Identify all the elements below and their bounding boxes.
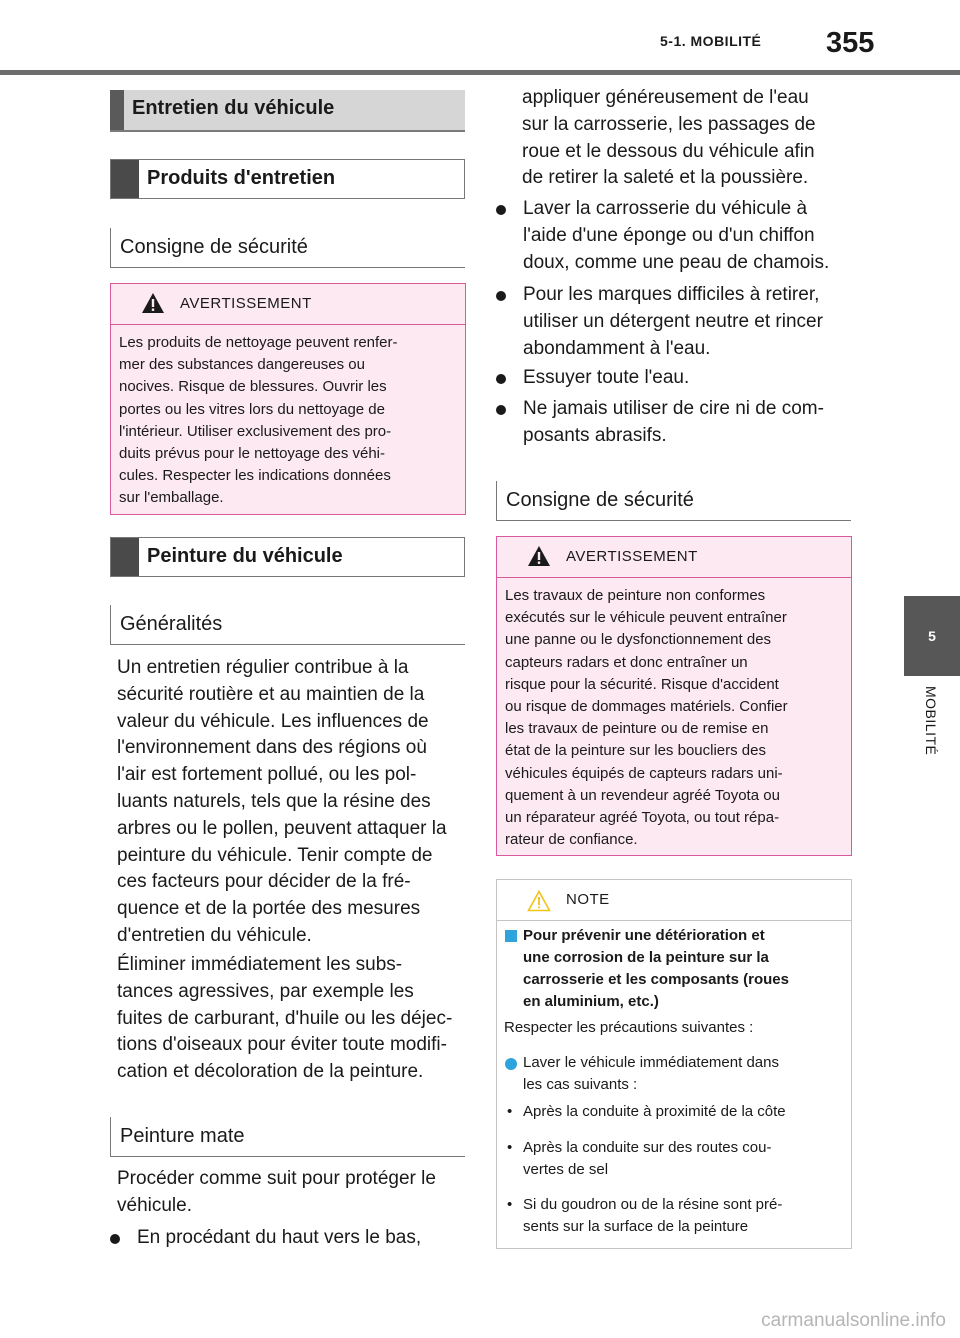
note-dash-bullet: • bbox=[507, 1196, 513, 1213]
bullet-text bbox=[523, 282, 823, 362]
text-line: véhicule. bbox=[117, 1194, 192, 1216]
warning-line: capteurs radars et donc entraîner un bbox=[505, 653, 748, 671]
note-circle-item bbox=[523, 1052, 779, 1096]
text-line: roue et le dessous du véhicule afin bbox=[522, 140, 815, 162]
warning-triangle-icon bbox=[527, 545, 551, 567]
bullet-text bbox=[523, 196, 829, 276]
bullet-item bbox=[110, 1225, 470, 1253]
note-dash-bullet: • bbox=[507, 1139, 513, 1156]
text-line: doux, comme une peau de chamois. bbox=[523, 251, 830, 273]
page-number: 355 bbox=[826, 27, 875, 59]
text-line: l'aide d'une éponge ou d'un chiffon bbox=[523, 224, 815, 246]
heading-bar bbox=[111, 538, 139, 576]
text-line: Ne jamais utiliser de cire ni de com- bbox=[523, 398, 824, 419]
text-line: d'entretien du véhicule. bbox=[117, 924, 312, 946]
text-line: sur la carrosserie, les passages de bbox=[522, 113, 816, 135]
note-label: NOTE bbox=[566, 891, 610, 908]
note-triangle-icon bbox=[527, 890, 551, 912]
text-line: une corrosion de la peinture sur la bbox=[523, 949, 769, 966]
heading-peinture bbox=[110, 537, 465, 577]
heading-consigne-right bbox=[496, 481, 851, 521]
text-line: vertes de sel bbox=[523, 1161, 609, 1178]
text-line: utiliser un détergent neutre et rincer bbox=[523, 310, 823, 332]
warning-box-cleaning bbox=[110, 283, 466, 515]
warning-triangle-icon bbox=[141, 292, 165, 314]
warning-line: quement à un revendeur agréé Toyota ou bbox=[505, 786, 780, 804]
text-line: carrosserie et les composants (roues bbox=[523, 971, 789, 988]
text-line: Laver le véhicule immédiatement dans bbox=[523, 1054, 779, 1071]
text-line: sécurité routière et au maintien de la bbox=[117, 683, 425, 705]
text-line: de retirer la saleté et la poussière. bbox=[522, 167, 809, 189]
heading-generalites-text: Généralités bbox=[120, 613, 223, 635]
chapter-label bbox=[904, 686, 960, 786]
text-line: peinture du véhicule. Tenir compte de bbox=[117, 844, 433, 866]
heading-bar bbox=[110, 90, 124, 130]
bullet-item bbox=[496, 396, 856, 452]
heading-produits-text: Produits d'entretien bbox=[147, 167, 336, 189]
warning-header bbox=[111, 284, 465, 325]
text-line: Un entretien régulier contribue à la bbox=[117, 657, 409, 678]
heading-bar bbox=[111, 160, 139, 198]
text-line: l'environnement dans des régions où bbox=[117, 737, 427, 759]
warning-line: une panne ou le dysfonctionnement des bbox=[505, 631, 772, 649]
text-line: luants naturels, tels que la résine des bbox=[117, 790, 431, 812]
text-line: Essuyer toute l'eau. bbox=[523, 367, 690, 388]
note-title bbox=[523, 925, 789, 1013]
heading-produits bbox=[110, 159, 465, 199]
paragraph-proceder bbox=[117, 1166, 436, 1220]
warning-line: nocives. Risque de blessures. Ouvrir les bbox=[119, 378, 387, 396]
text-line: fuites de carburant, d'huile ou les déjec- bbox=[117, 1007, 453, 1029]
text-line: tances agressives, par exemple les bbox=[117, 980, 414, 1002]
warning-line: ou risque de dommages matériels. Confier bbox=[505, 698, 788, 716]
text-line: arbres ou le pollen, peuvent attaquer la bbox=[117, 817, 447, 839]
bullet-item bbox=[496, 282, 856, 364]
text-line: Pour les marques difficiles à retirer, bbox=[523, 284, 820, 305]
text-line: quence et de la portée des mesures bbox=[117, 898, 421, 920]
warning-line: portes ou les vitres lors du nettoyage de bbox=[119, 400, 385, 418]
text-line: l'air est fortement pollué, ou les pol- bbox=[117, 764, 417, 786]
text-line: abondamment à l'eau. bbox=[523, 337, 711, 359]
warning-line: duits prévus pour le nettoyage des véhi- bbox=[119, 445, 385, 463]
warning-line: risque pour la sécurité. Risque d'accident bbox=[505, 675, 779, 693]
warning-line: état de la peinture sur les boucliers des bbox=[505, 742, 766, 760]
text-line: appliquer généreusement de l'eau bbox=[522, 87, 809, 108]
bullet-dot bbox=[496, 405, 506, 415]
text-line: Procéder comme suit pour protéger le bbox=[117, 1168, 436, 1189]
heading-entretien-text: Entretien du véhicule bbox=[132, 97, 335, 119]
text-line: posants abrasifs. bbox=[523, 424, 667, 446]
heading-peinture-mate bbox=[110, 1117, 465, 1157]
bullet-dot bbox=[110, 1234, 120, 1244]
note-square-bullet bbox=[505, 930, 517, 942]
bullet-dot bbox=[496, 291, 506, 301]
heading-consigne-right-text: Consigne de sécurité bbox=[506, 489, 694, 511]
warning-line: mer des substances dangereuses ou bbox=[119, 356, 365, 374]
warning-line: les travaux de peinture ou de remise en bbox=[505, 720, 769, 738]
text-line: en aluminium, etc.) bbox=[523, 993, 659, 1010]
warning-header bbox=[497, 537, 851, 578]
warning-box-painting bbox=[496, 536, 852, 856]
warning-line: véhicules équipés de capteurs radars uni- bbox=[505, 764, 783, 782]
warning-label: AVERTISSEMENT bbox=[180, 295, 312, 312]
text-line: Si du goudron ou de la résine sont pré- bbox=[523, 1196, 783, 1213]
section-title: 5-1. MOBILITÉ bbox=[660, 33, 762, 49]
warning-body bbox=[111, 325, 465, 510]
note-dash-item bbox=[523, 1194, 782, 1238]
text-line: Après la conduite sur des routes cou- bbox=[523, 1139, 772, 1156]
bullet-item bbox=[496, 196, 856, 278]
watermark: carmanualsonline.info bbox=[761, 1310, 946, 1331]
warning-line: rateur de confiance. bbox=[505, 831, 638, 849]
paragraph-generalites bbox=[117, 655, 447, 950]
text-line: Pour prévenir une détérioration et bbox=[523, 927, 765, 944]
bullet-text bbox=[523, 365, 689, 392]
note-intro: Respecter les précautions suivantes : bbox=[504, 1019, 754, 1036]
paragraph-eliminer bbox=[117, 952, 452, 1086]
bullet-item bbox=[496, 365, 856, 393]
warning-body bbox=[497, 578, 851, 851]
warning-line: exécutés sur le véhicule peuvent entraîner bbox=[505, 609, 787, 627]
warning-line: Les travaux de peinture non conformes bbox=[505, 587, 766, 604]
warning-line: Les produits de nettoyage peuvent renfer- bbox=[119, 334, 398, 351]
heading-peinture-mate-text: Peinture mate bbox=[120, 1125, 245, 1147]
chapter-tab[interactable] bbox=[904, 596, 960, 676]
note-dash-item bbox=[523, 1101, 786, 1123]
bullet-dot bbox=[496, 205, 506, 215]
bullet-text bbox=[523, 396, 824, 450]
warning-line: cules. Respecter les indications données bbox=[119, 467, 391, 485]
text-line: Laver la carrosserie du véhicule à bbox=[523, 198, 808, 219]
warning-line: l'intérieur. Utiliser exclusivement des pro- bbox=[119, 422, 392, 440]
note-circle-bullet bbox=[505, 1058, 517, 1070]
heading-consigne-left-text: Consigne de sécurité bbox=[120, 236, 308, 258]
chapter-label-text: MOBILITÉ bbox=[923, 686, 939, 756]
text-line: sents sur la surface de la peinture bbox=[523, 1218, 749, 1235]
warning-line: un réparateur agréé Toyota, ou tout répa- bbox=[505, 809, 780, 827]
bullet-dot bbox=[496, 374, 506, 384]
heading-consigne-left bbox=[110, 228, 465, 268]
text-line: Après la conduite à proximité de la côte bbox=[523, 1103, 786, 1120]
bullet-text: En procédant du haut vers le bas, bbox=[137, 1227, 422, 1248]
text-line: valeur du véhicule. Les influences de bbox=[117, 710, 429, 732]
heading-peinture-text: Peinture du véhicule bbox=[147, 545, 343, 567]
note-dash-item bbox=[523, 1137, 771, 1181]
text-line: Éliminer immédiatement les subs- bbox=[117, 954, 403, 975]
chapter-number: 5 bbox=[928, 628, 936, 644]
text-line: ces facteurs pour décider de la fré- bbox=[117, 871, 411, 893]
bullet-continuation bbox=[522, 85, 816, 192]
text-line: tions d'oiseaux pour éviter toute modifi- bbox=[117, 1034, 447, 1056]
warning-label: AVERTISSEMENT bbox=[566, 548, 698, 565]
warning-line: sur l'emballage. bbox=[119, 489, 224, 507]
note-header bbox=[497, 880, 851, 921]
text-line: cation et décoloration de la peinture. bbox=[117, 1061, 424, 1083]
header-divider bbox=[0, 70, 960, 75]
heading-generalites bbox=[110, 605, 465, 645]
heading-entretien bbox=[110, 90, 465, 132]
text-line: les cas suivants : bbox=[523, 1076, 638, 1093]
note-dash-bullet: • bbox=[507, 1103, 513, 1120]
